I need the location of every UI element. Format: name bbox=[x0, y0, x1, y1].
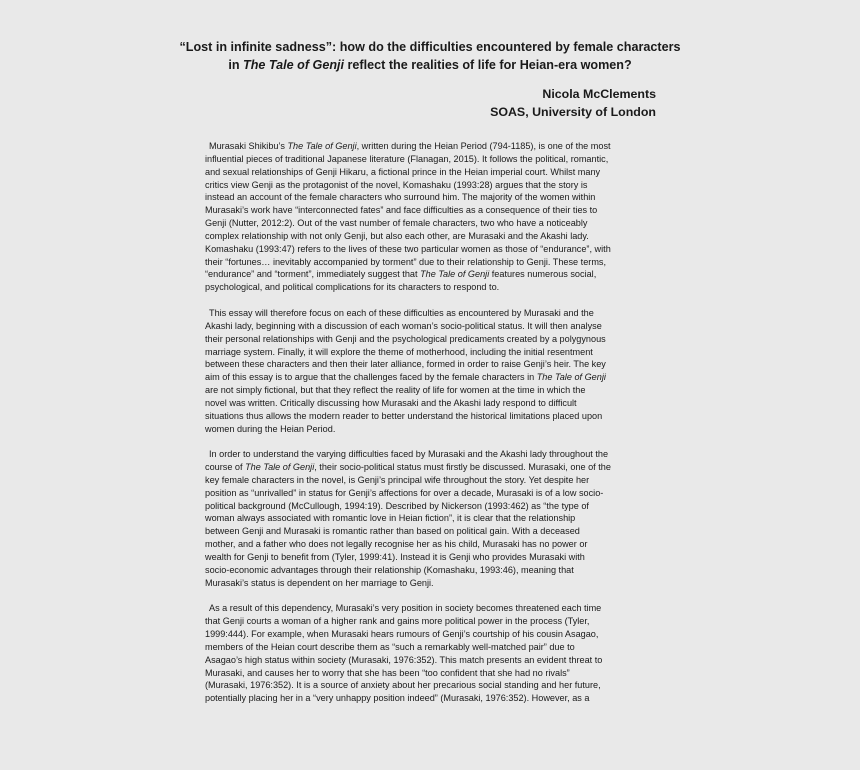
text-line bbox=[205, 384, 656, 397]
text-line bbox=[205, 166, 656, 179]
text-line bbox=[205, 320, 656, 333]
text-line bbox=[205, 461, 656, 474]
text-line bbox=[205, 410, 656, 423]
text-line bbox=[205, 423, 656, 436]
text-run: potentially placing her in a “very unhappy position indeed” (Murasaki, 1976:352). However, as a bbox=[205, 693, 590, 704]
text-line bbox=[205, 474, 656, 487]
text-run: between Genji and Murasaki is romantic rather than based on political gain. With a deceased bbox=[205, 526, 580, 537]
text-line bbox=[205, 641, 656, 654]
italic-title: The Tale of Genji bbox=[536, 372, 606, 383]
text-line bbox=[205, 179, 656, 192]
text-line bbox=[205, 500, 656, 513]
text-line bbox=[205, 551, 656, 564]
text-run: Komashaku (1993:47) refers to the lives of these two particular women as those of “endurance”, with bbox=[205, 243, 611, 254]
author-affiliation: SOAS, University of London bbox=[490, 105, 656, 119]
text-run: are not simply fictional, but that they reflect the reality of life for women at the time in which the bbox=[205, 385, 586, 396]
paragraph bbox=[205, 307, 656, 435]
text-line bbox=[205, 525, 656, 538]
author-name: Nicola McClements bbox=[542, 87, 656, 101]
text-line bbox=[205, 397, 656, 410]
text-run: members of the Heian court describe them as “such a remarkably well-matched pair” due to bbox=[205, 641, 575, 652]
text-line bbox=[205, 243, 656, 256]
paragraph bbox=[205, 448, 656, 589]
text-run: situations thus allows the modern reader to better understand the historical limitations placed upon bbox=[205, 410, 603, 421]
text-line bbox=[205, 153, 656, 166]
essay-title bbox=[150, 38, 710, 74]
italic-title: The Tale of Genji bbox=[287, 141, 357, 151]
text-run: that Genji courts a woman of a higher rank and gains more political power in the process (Tyler, bbox=[205, 616, 590, 627]
text-run: aim of this essay is to argue that the challenges faced by the female characters in bbox=[205, 372, 537, 383]
text-run: , their socio-political status must firstly be discussed. Murasaki, one of the bbox=[314, 462, 611, 473]
text-run: Akashi lady, beginning with a discussion of each woman’s socio-political status. It will then analyse bbox=[205, 320, 602, 331]
text-line bbox=[205, 692, 656, 705]
text-run: mother, and a father who does not legally recognise her as his child, Murasaki has no power or bbox=[205, 539, 588, 550]
text-run: between these characters and then their later alliance, formed in order to raise Genji’s heir. The key bbox=[205, 359, 606, 370]
text-run: As a result of this dependency, Murasaki’s very position in society becomes threatened each time bbox=[209, 603, 602, 614]
text-run: novel was written. Critically discussing how Murasaki and the Akashi lady respond to difficult bbox=[205, 397, 577, 408]
text-line bbox=[205, 654, 656, 667]
text-line bbox=[205, 679, 656, 692]
text-line bbox=[205, 140, 656, 153]
text-run: features numerous social, bbox=[489, 269, 597, 280]
text-run: psychological, and political complications for its characters to respond to. bbox=[205, 282, 500, 293]
text-run: Murasaki’s status is dependent on her marriage to Genji. bbox=[205, 577, 434, 588]
paragraph bbox=[205, 602, 656, 705]
text-line bbox=[205, 628, 656, 641]
title-line-2: in The Tale of Genji reflect the realities of life for Heian-era women? bbox=[228, 58, 632, 72]
text-line bbox=[205, 577, 656, 590]
text-line bbox=[205, 333, 656, 346]
text-run: woman always associated with romantic love in Heian fiction”, it is clear that the relationship bbox=[205, 513, 576, 524]
text-run: In order to understand the varying difficulties faced by Murasaki and the Akashi lady throughout the bbox=[209, 449, 609, 460]
text-line bbox=[205, 268, 656, 281]
text-run: complex relationship with not only Genji, but also each other, are Murasaki and the Akashi lady. bbox=[205, 230, 589, 241]
text-line bbox=[205, 564, 656, 577]
text-line bbox=[205, 307, 656, 320]
text-run: influential pieces of traditional Japanese literature (Flanagan, 2015). It follows the political, romantic, bbox=[205, 153, 609, 164]
text-run: (Murasaki, 1976:352). It is a source of anxiety about her precarious social standing and her future, bbox=[205, 680, 601, 691]
title-line-1: “Lost in infinite sadness”: how do the difficulties encountered by female characters bbox=[179, 40, 681, 54]
italic-title: The Tale of Genji bbox=[245, 462, 315, 473]
text-run: position as “unrivalled” in status for Genji’s affections for over a decade, Murasaki is of a low socio- bbox=[205, 487, 604, 498]
text-line bbox=[205, 204, 656, 217]
text-run: This essay will therefore focus on each of these difficulties as encountered by Murasaki and the bbox=[209, 307, 594, 318]
text-line bbox=[205, 371, 656, 384]
text-run: marriage system. Finally, it will explore the theme of motherhood, including the initial resentment bbox=[205, 346, 593, 357]
text-run: women during the Heian Period. bbox=[205, 423, 336, 434]
title-italic: The Tale of Genji bbox=[243, 58, 345, 72]
author-block bbox=[490, 85, 656, 121]
text-line bbox=[205, 256, 656, 269]
text-run: instead an account of the female characters who surround him. The majority of the women within bbox=[205, 192, 596, 203]
text-run: wealth for Genji to benefit from (Tyler, 1999:41). Instead it is Genji who provides Murasaki with bbox=[205, 552, 585, 562]
text-run: critics view Genji as the protagonist of the novel, Komashaku (1993:28) argues that the story is bbox=[205, 179, 588, 190]
text-line bbox=[205, 448, 656, 461]
text-line bbox=[205, 602, 656, 615]
text-run: “endurance” and “torment”, immediately suggest that bbox=[205, 269, 421, 280]
text-line bbox=[205, 538, 656, 551]
text-run: Murasaki, and causes her to worry that she has been “too confident that she had no rivals” bbox=[205, 667, 570, 678]
text-line bbox=[205, 191, 656, 204]
text-line bbox=[205, 512, 656, 525]
text-run: Genji (Nutter, 2012:2). Out of the vast number of female characters, two who have a noticeably bbox=[205, 218, 588, 229]
text-run: and sexual relationships of Genji Hikaru, a fictional prince in the Heian imperial court. Whilst many bbox=[205, 166, 601, 177]
italic-title: The Tale of Genji bbox=[420, 269, 490, 280]
essay-body bbox=[205, 140, 656, 718]
text-line bbox=[205, 487, 656, 500]
text-line bbox=[205, 667, 656, 680]
text-run: Asagao’s high status within society (Murasaki, 1976:352). This match presents an evident threat to bbox=[205, 654, 603, 665]
text-line bbox=[205, 281, 656, 294]
text-run: course of bbox=[205, 462, 246, 473]
text-run: their “fortunes… inevitably accompanied by torment” due to their relationship to Genji. These terms, bbox=[205, 256, 607, 267]
text-run: key female characters in the novel, is Genji’s principal wife throughout the story. Yet despite her bbox=[205, 474, 590, 485]
text-run: Murasaki’s work have “interconnected fates” and face difficulties as a consequence of their ties to bbox=[205, 205, 598, 216]
text-run: , written during the Heian Period (794-1185), is one of the most bbox=[356, 141, 611, 151]
text-run: their personal relationships with Genji and the psychological predicaments created by a polygynous bbox=[205, 333, 606, 344]
text-line bbox=[205, 358, 656, 371]
text-run: socio-economic advantages through their relationship (Komashaku, 1993:46), meaning that bbox=[205, 564, 574, 575]
text-run: political background (McCullough, 1994:19). Described by Nickerson (1993:462) as “the type of bbox=[205, 500, 589, 511]
paragraph bbox=[205, 140, 656, 294]
text-line bbox=[205, 217, 656, 230]
text-line bbox=[205, 615, 656, 628]
text-line bbox=[205, 346, 656, 359]
text-line bbox=[205, 230, 656, 243]
text-run: 1999:444). For example, when Murasaki hears rumours of Genji’s courtship of his cousin Asagao, bbox=[205, 629, 599, 640]
text-run: Murasaki Shikibu’s bbox=[209, 141, 288, 151]
